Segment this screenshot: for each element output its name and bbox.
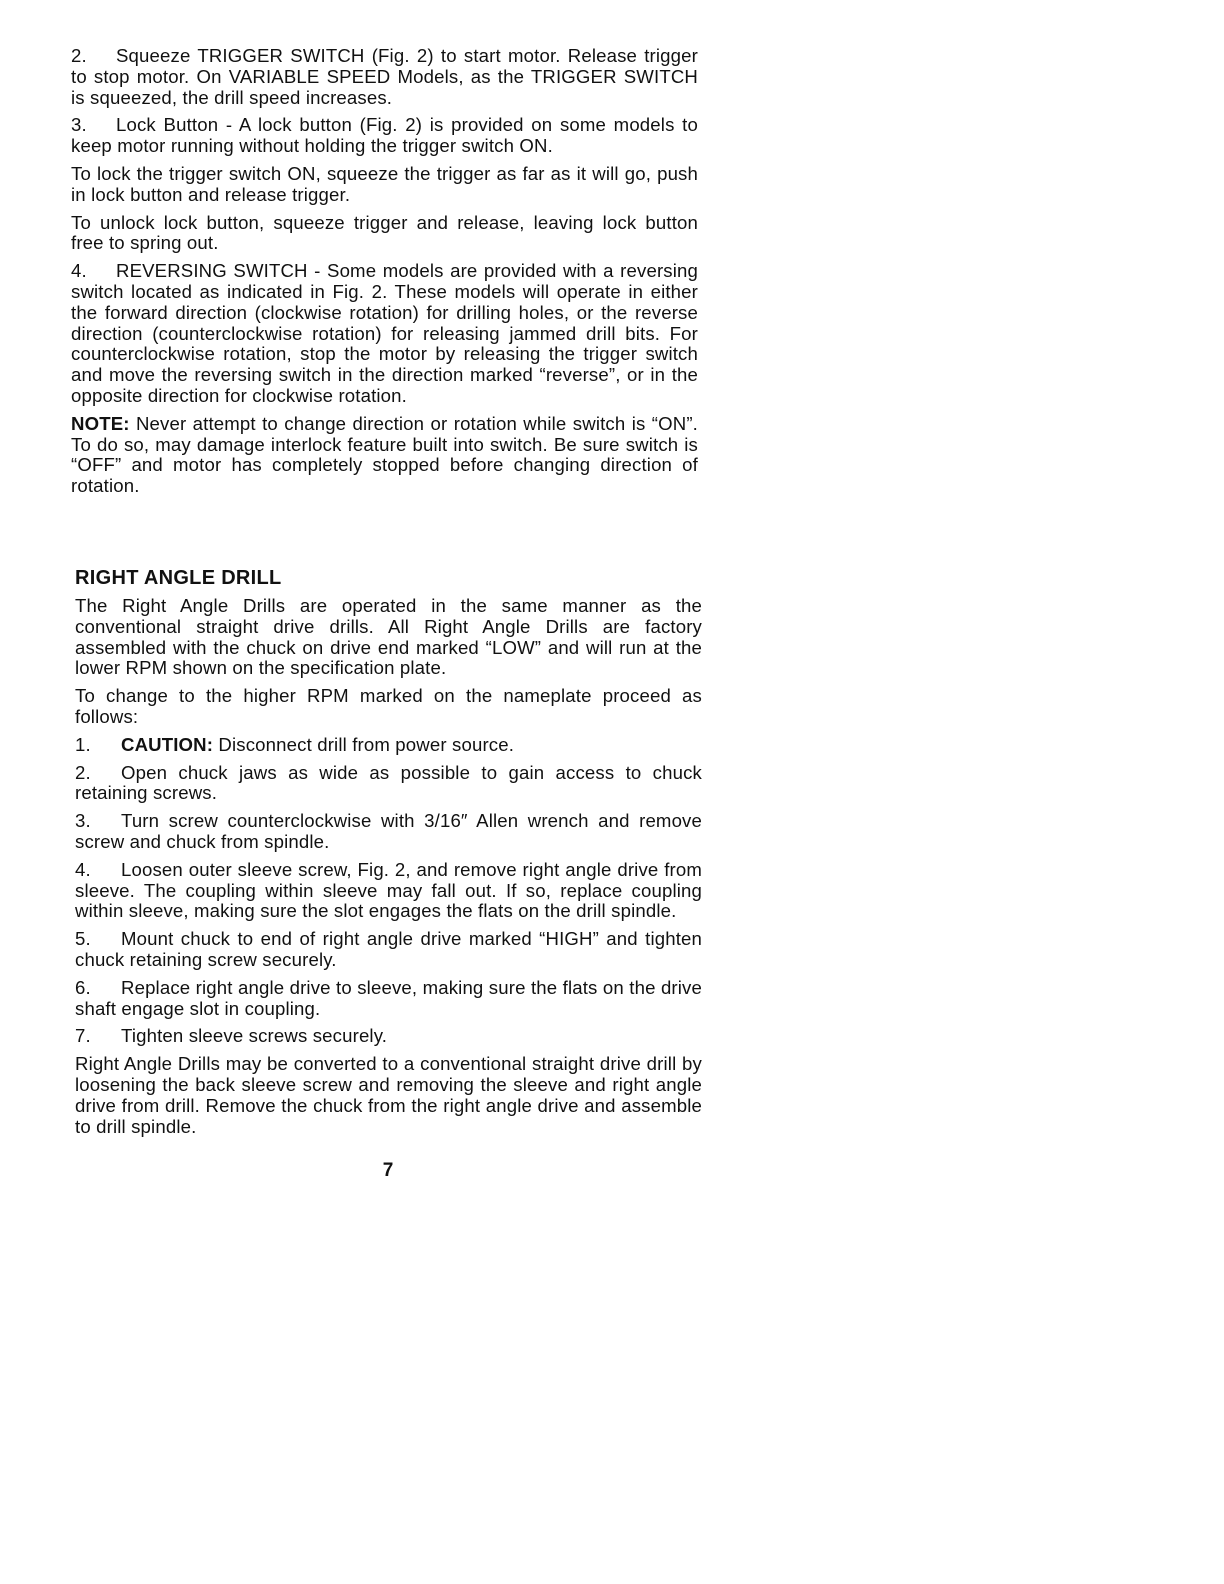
note-label: NOTE: — [71, 412, 130, 434]
right-angle-drill-section — [75, 566, 702, 1144]
step-turn-screw: 3. Turn screw counterclockwise with 3/16″ Allen wrench and remove screw and chuck from spindle. — [75, 810, 702, 852]
unlock-instructions: To unlock lock button, squeeze trigger and release, leaving lock button free to spring out. — [71, 211, 698, 254]
page-number: 7 — [382, 1160, 394, 1181]
lock-instructions: To lock the trigger switch ON, squeeze the trigger as far as it will go, push in lock button and release trigger. — [71, 162, 698, 205]
step-loosen-sleeve: 4. Loosen outer sleeve screw, Fig. 2, and remove right angle drive from sleeve. The coupling within sleeve may fall out. If so, replace coupling within sleeve, making sure the slot engages the flats on the drill spindle. — [75, 858, 702, 922]
step-reversing-switch: 4. REVERSING SWITCH - Some models are provided with a reversing switch located as indicated in Fig. 2. These models will operate in either the forward direction (clockwise rotation) for drilling holes, or the reverse direction (counterclockwise rotation) for releasing jammed drill bits. For counterclockwise rotation, stop the motor by releasing the trigger switch and move the reversing switch in the direction marked “reverse”, or in the opposite direction for clockwise rotation. — [71, 260, 698, 406]
step-replace-drive: 6. Replace right angle drive to sleeve, making sure the flats on the drive shaft engage slot in coupling. — [75, 976, 702, 1019]
step-mount-chuck: 5. Mount chuck to end of right angle drive marked “HIGH” and tighten chuck retaining screw securely. — [75, 928, 702, 970]
switch-operation-section — [71, 46, 698, 504]
step-lock-button: 3. Lock Button - A lock button (Fig. 2) is provided on some models to keep motor running without holding the trigger switch ON. — [71, 114, 698, 157]
change-rpm-intro: To change to the higher RPM marked on the nameplate proceed as follows: — [75, 685, 702, 727]
step-tighten-screws: 7. Tighten sleeve screws securely. — [75, 1025, 388, 1047]
step-open-chuck: 2. Open chuck jaws as wide as possible to gain access to chuck retaining screws. — [75, 761, 702, 804]
note-paragraph: NOTE: Never attempt to change direction or rotation while switch is “ON”. To do so, may damage interlock feature built into switch. Be sure switch is “OFF” and motor has completely stopped before changing direction of rotation. — [71, 412, 698, 497]
step-trigger-switch: 2. Squeeze TRIGGER SWITCH (Fig. 2) to start motor. Release trigger to stop motor. On VARIABLE SPEED Models, as the TRIGGER SWITCH is squeezed, the drill speed increases. — [71, 45, 698, 108]
caution-label: CAUTION: — [121, 733, 214, 755]
step-caution: 1. CAUTION: Disconnect drill from power source. — [75, 733, 515, 755]
section-heading: RIGHT ANGLE DRILL — [75, 567, 282, 589]
conversion-paragraph: Right Angle Drills may be converted to a conventional straight drive drill by loosening the back sleeve screw and removing the sleeve and right angle drive from drill. Remove the chuck from the right angle drive and assemble to drill spindle. — [75, 1053, 702, 1137]
intro-paragraph: The Right Angle Drills are operated in the same manner as the conventional straight drive drills. All Right Angle Drills are factory assembled with the chuck on drive end marked “LOW” and will run at the lower RPM shown on the specification plate. — [75, 595, 702, 679]
